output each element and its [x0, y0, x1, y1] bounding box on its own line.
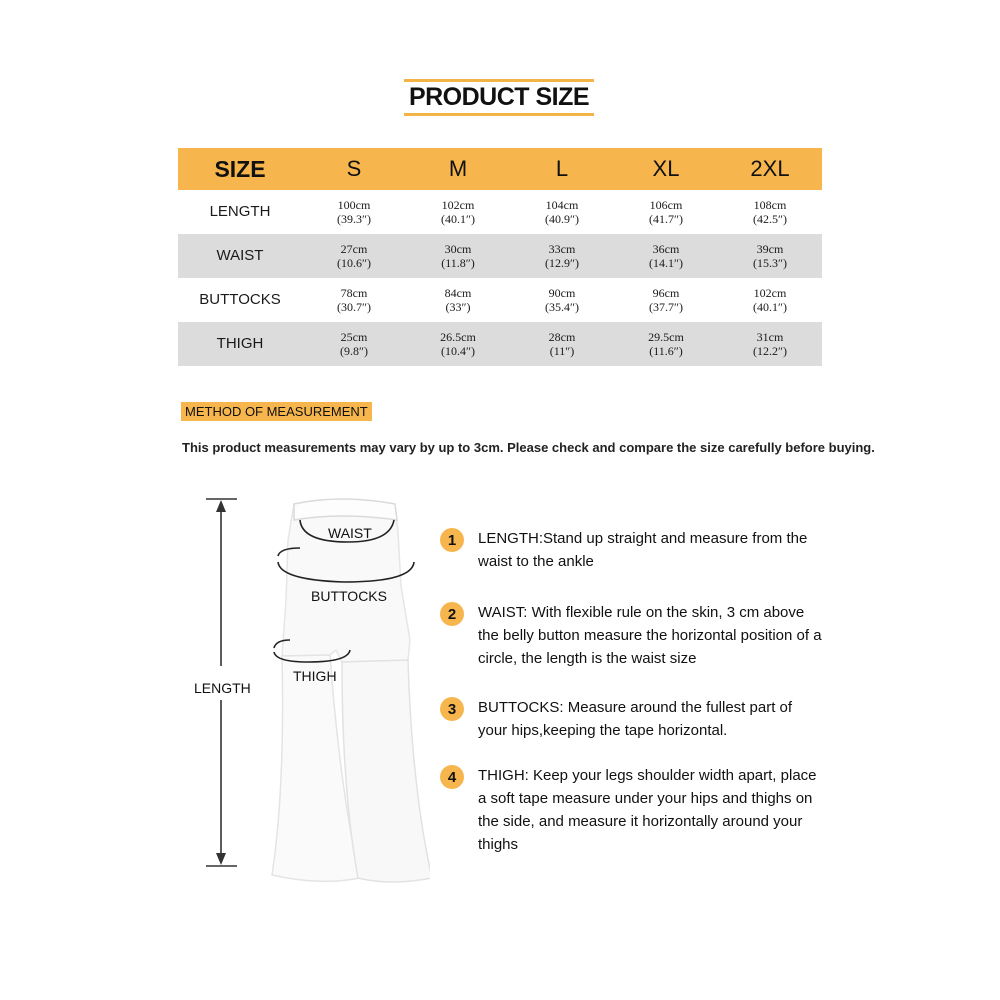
cell-inch: (30.7″) [337, 300, 371, 314]
size-header-label: SIZE [178, 148, 302, 190]
cell-cm: 36cm [652, 242, 680, 256]
step-buttocks [440, 696, 823, 742]
cell-inch: (15.3″) [753, 256, 787, 270]
table-cell [718, 322, 822, 366]
table-cell [510, 190, 614, 234]
table-cell [718, 190, 822, 234]
cell-cm: 104cm [545, 198, 579, 212]
row-label-length: LENGTH [209, 203, 271, 220]
step-number-badge: 2 [440, 602, 464, 626]
cell-cm: 31cm [756, 330, 784, 344]
length-label: LENGTH [194, 680, 251, 696]
size-header-row [178, 148, 822, 190]
table-cell [718, 234, 822, 278]
size-table [178, 148, 822, 366]
cell-inch: (11.6″) [649, 344, 683, 358]
step-thigh [440, 764, 823, 856]
table-cell [614, 322, 718, 366]
table-row-buttocks [178, 278, 822, 322]
cell-inch: (11.8″) [441, 256, 475, 270]
size-header-l: L [510, 148, 614, 190]
pants-figure [190, 490, 430, 900]
size-header-s: S [302, 148, 406, 190]
waist-label: WAIST [328, 525, 372, 541]
cell-inch: (10.6″) [337, 256, 371, 270]
title-bar [404, 79, 594, 116]
cell-inch: (37.7″) [649, 300, 683, 314]
size-header-2xl: 2XL [718, 148, 822, 190]
cell-inch: (11″) [549, 344, 575, 358]
cell-cm: 26.5cm [440, 330, 476, 344]
cell-inch: (12.2″) [753, 344, 787, 358]
table-row-waist [178, 234, 822, 278]
cell-inch: (40.1″) [441, 212, 475, 226]
cell-inch: (40.9″) [545, 212, 579, 226]
table-cell [302, 278, 406, 322]
pants-shape [272, 499, 430, 882]
cell-inch: (39.3″) [337, 212, 371, 226]
table-row-thigh [178, 322, 822, 366]
cell-cm: 90cm [548, 286, 576, 300]
size-header-m: M [406, 148, 510, 190]
cell-cm: 28cm [548, 330, 576, 344]
cell-cm: 33cm [548, 242, 576, 256]
cell-cm: 29.5cm [648, 330, 684, 344]
method-heading: METHOD OF MEASUREMENT [181, 402, 372, 421]
page-title: PRODUCT SIZE [408, 83, 590, 111]
cell-inch: (10.4″) [441, 344, 475, 358]
cell-inch: (42.5″) [753, 212, 787, 226]
table-cell [614, 190, 718, 234]
row-label-waist: WAIST [178, 234, 302, 278]
table-cell [718, 278, 822, 322]
row-label-thigh: THIGH [178, 322, 302, 366]
step-waist [440, 601, 823, 670]
row-label-buttocks: BUTTOCKS [199, 291, 281, 308]
cell-inch: (33″) [445, 300, 471, 314]
cell-cm: 106cm [649, 198, 683, 212]
table-cell [614, 278, 718, 322]
cell-inch: (41.7″) [649, 212, 683, 226]
step-number-badge: 3 [440, 697, 464, 721]
cell-cm: 25cm [340, 330, 368, 344]
cell-cm: 102cm [753, 286, 787, 300]
table-cell [302, 234, 406, 278]
table-cell [302, 322, 406, 366]
cell-cm: 30cm [444, 242, 472, 256]
step-length [440, 527, 823, 573]
cell-inch: (14.1″) [649, 256, 683, 270]
cell-cm: 39cm [756, 242, 784, 256]
step-number-badge: 1 [440, 528, 464, 552]
table-cell [510, 322, 614, 366]
cell-inch: (12.9″) [545, 256, 579, 270]
cell-inch: (9.8″) [340, 344, 368, 358]
cell-cm: 27cm [340, 242, 368, 256]
step-text: LENGTH:Stand up straight and measure from the waist to the ankle [478, 530, 808, 570]
table-cell [406, 322, 510, 366]
step-text: BUTTOCKS: Measure around the fullest part of your hips,keeping the tape horizontal. [478, 699, 793, 739]
table-cell [406, 278, 510, 322]
cell-inch: (35.4″) [545, 300, 579, 314]
size-header-xl: XL [614, 148, 718, 190]
thigh-label: THIGH [293, 668, 337, 684]
table-cell [302, 190, 406, 234]
table-cell [406, 190, 510, 234]
cell-cm: 100cm [337, 198, 371, 212]
cell-cm: 84cm [444, 286, 472, 300]
table-cell [614, 234, 718, 278]
table-row-length [178, 190, 822, 234]
step-number-badge: 4 [440, 765, 464, 789]
step-text: WAIST: With flexible rule on the skin, 3 cm above the belly button measure the horizontal position of a circle, the length is the waist size [478, 604, 822, 667]
buttocks-label: BUTTOCKS [311, 588, 387, 604]
measurement-note: This product measurements may vary by up to 3cm. Please check and compare the size carefully before buying. [182, 440, 875, 455]
step-text: THIGH: Keep your legs shoulder width apart, place a soft tape measure under your hips and thighs on the side, and measure it horizontally around your thighs [478, 767, 817, 853]
cell-inch: (40.1″) [753, 300, 787, 314]
table-cell [510, 278, 614, 322]
cell-cm: 78cm [340, 286, 368, 300]
cell-cm: 96cm [652, 286, 680, 300]
table-cell [510, 234, 614, 278]
table-cell [406, 234, 510, 278]
cell-cm: 108cm [753, 198, 787, 212]
cell-cm: 102cm [441, 198, 475, 212]
